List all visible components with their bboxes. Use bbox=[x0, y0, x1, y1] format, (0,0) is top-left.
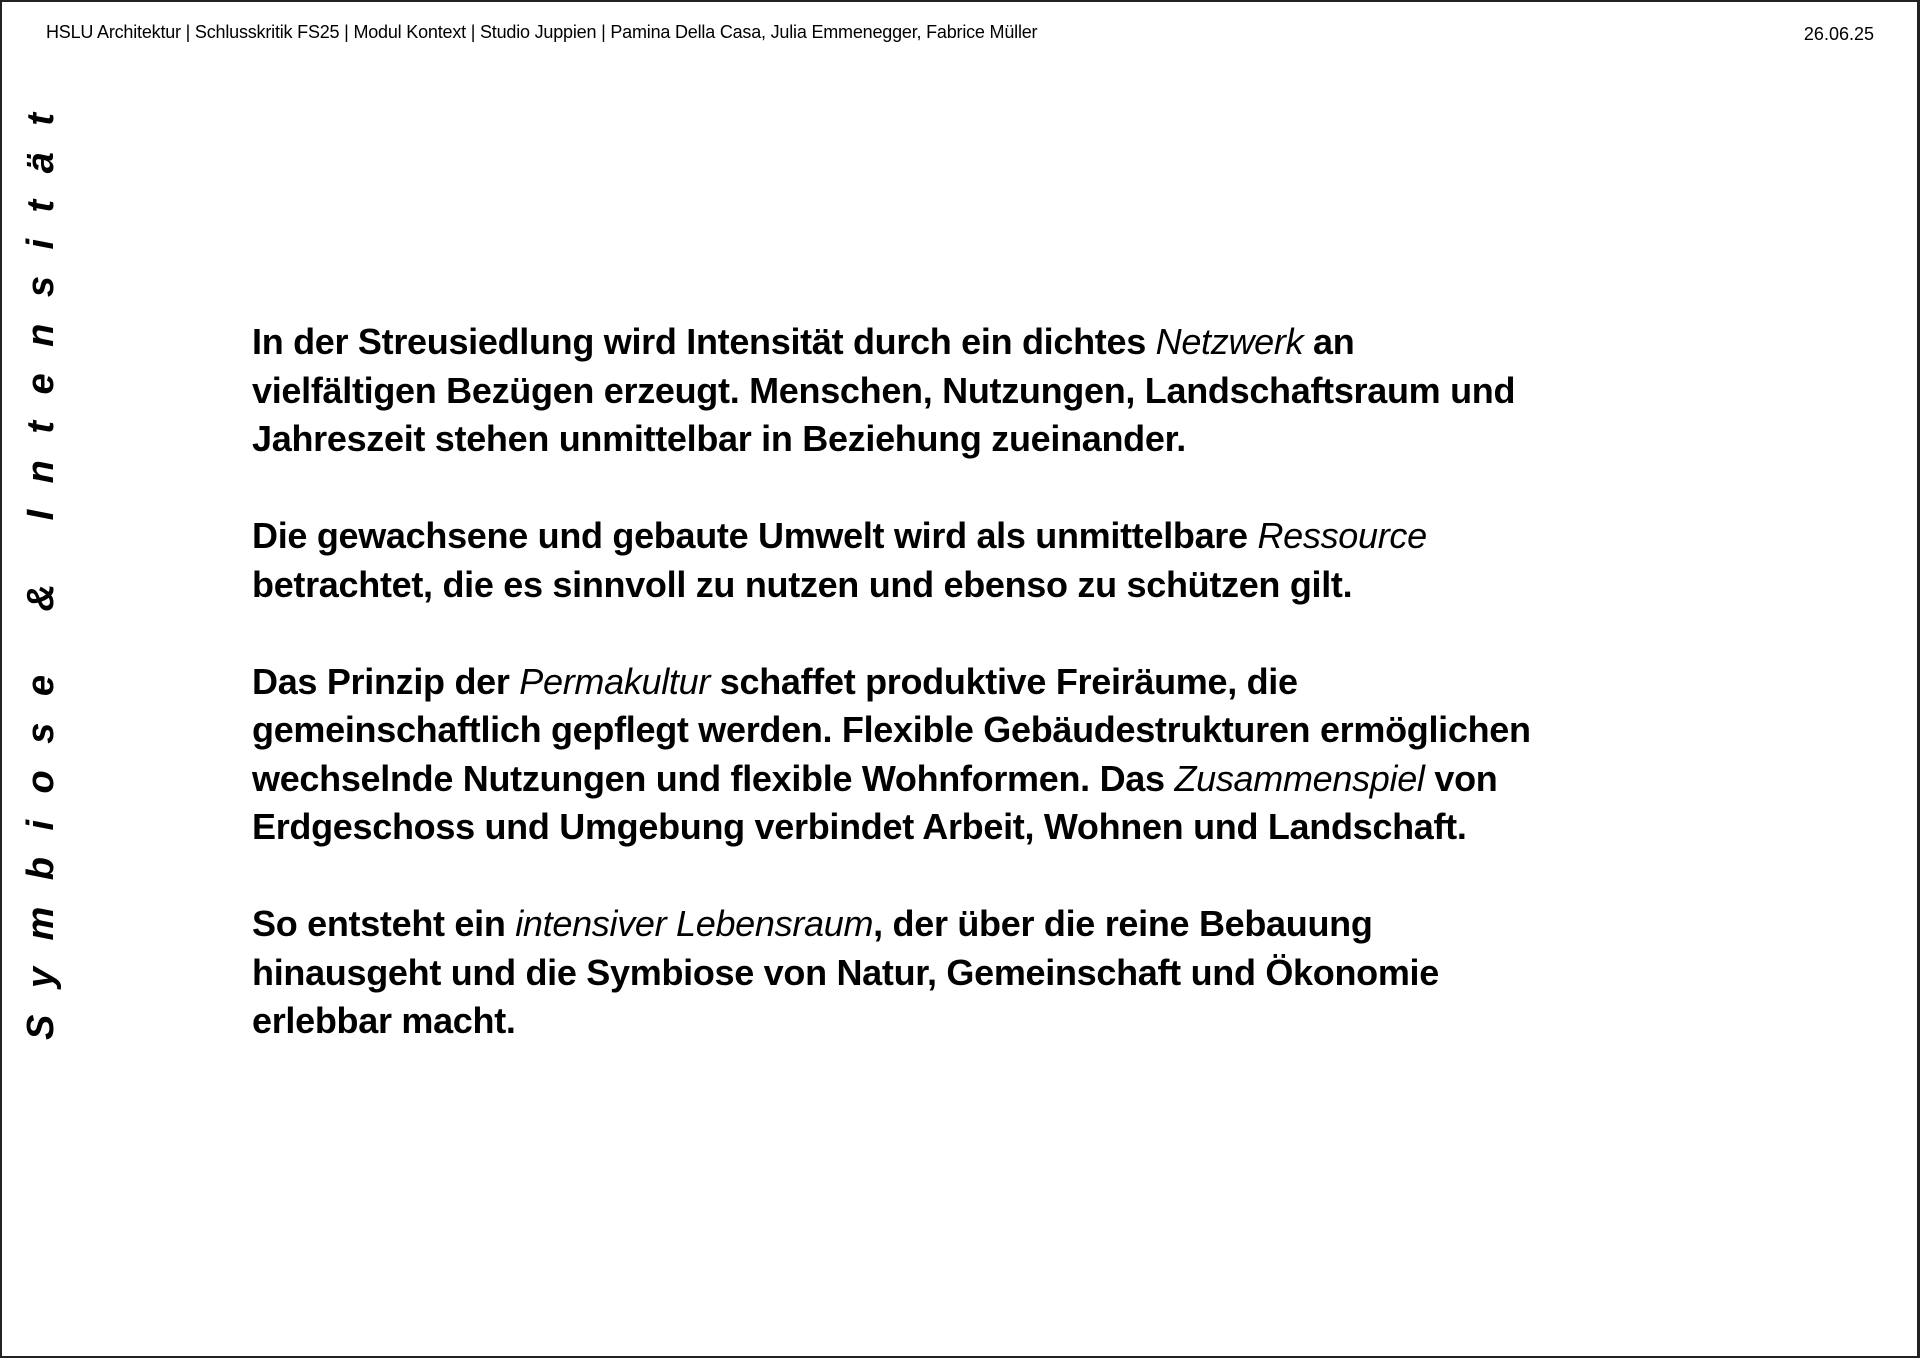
text-run: an bbox=[1303, 321, 1355, 362]
emphasis-zusammenspiel: Zusammenspiel bbox=[1174, 757, 1425, 799]
emphasis-netzwerk: Netzwerk bbox=[1155, 321, 1304, 362]
body-text bbox=[252, 318, 1732, 1094]
side-title: Symbiose & Intensität bbox=[20, 86, 62, 1040]
paragraph-line: hinausgeht und die Symbiose von Natur, Gemeinschaft und Ökonomie bbox=[252, 951, 1439, 993]
paragraph-line: vielfältigen Bezügen erzeugt. Menschen, Nutzungen, Landschaftsraum und bbox=[252, 369, 1516, 411]
emphasis-permakultur: Permakultur bbox=[519, 660, 711, 702]
paragraph-line: Erdgeschoss und Umgebung verbindet Arbeit, Wohnen und Landschaft. bbox=[252, 806, 1467, 847]
paragraph-line bbox=[252, 318, 1732, 367]
paragraph-line: Jahreszeit stehen unmittelbar in Beziehung zueinander. bbox=[252, 418, 1187, 459]
text-run: wechselnde Nutzungen und flexible Wohnformen. Das bbox=[252, 757, 1175, 799]
header-meta: HSLU Architektur | Schlusskritik FS25 | Modul Kontext | Studio Juppien | Pamina Della Casa, Julia Emmenegger, Fabrice Müller bbox=[46, 22, 1038, 42]
text-run: schaffet produktive Freiräume, die bbox=[710, 660, 1298, 702]
paragraph-line bbox=[252, 900, 1732, 949]
paragraph-line: gemeinschaftlich gepflegt werden. Flexible Gebäudestrukturen ermöglichen bbox=[252, 709, 1531, 750]
emphasis-ressource: Ressource bbox=[1257, 515, 1427, 556]
paragraph-line bbox=[252, 755, 1732, 804]
paragraph-3 bbox=[252, 658, 1732, 852]
paragraph-2 bbox=[252, 512, 1732, 609]
paragraph-line bbox=[252, 512, 1732, 561]
text-run: In der Streusiedlung wird Intensität durch ein dichtes bbox=[252, 321, 1156, 362]
paragraph-line: erlebbar macht. bbox=[252, 1000, 516, 1041]
paragraph-4 bbox=[252, 900, 1732, 1046]
text-run: Das Prinzip der bbox=[252, 660, 520, 702]
text-run: von bbox=[1424, 757, 1498, 799]
emphasis-intensiver-lebensraum: intensiver Lebensraum bbox=[515, 903, 874, 944]
text-run: , der über die reine Bebauung bbox=[873, 903, 1373, 944]
text-run: Die gewachsene und gebaute Umwelt wird als unmittelbare bbox=[252, 515, 1258, 556]
paragraph-line bbox=[252, 658, 1732, 707]
text-run: So entsteht ein bbox=[252, 903, 516, 944]
paragraph-line: betrachtet, die es sinnvoll zu nutzen und ebenso zu schützen gilt. bbox=[252, 563, 1353, 605]
paragraph-1 bbox=[252, 318, 1732, 464]
header-date: 26.06.25 bbox=[1803, 24, 1874, 44]
